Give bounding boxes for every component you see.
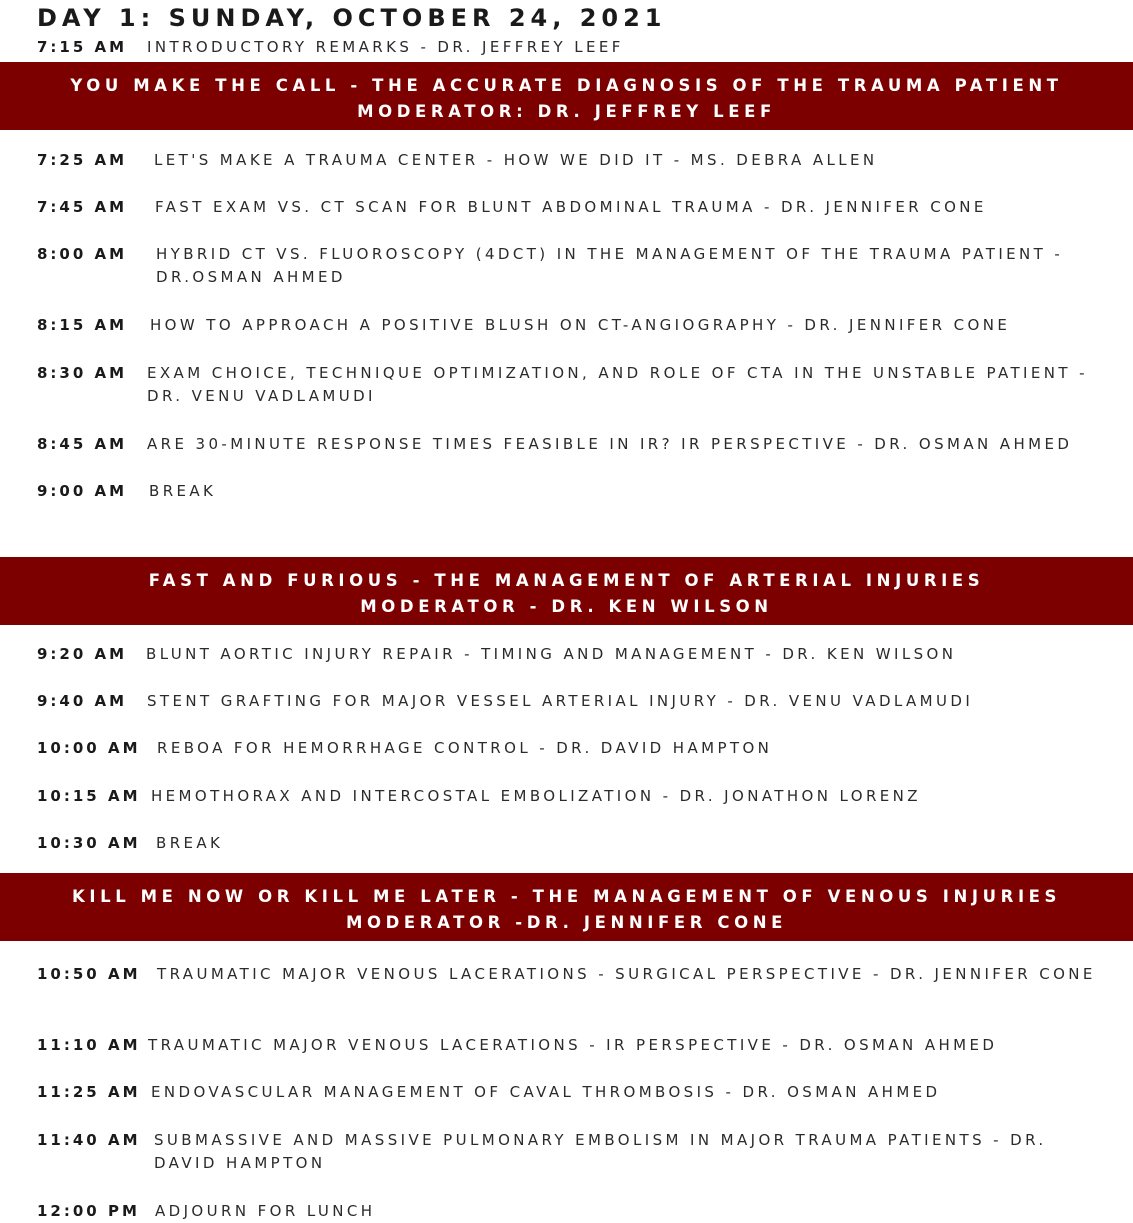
session-2-title: FAST AND FURIOUS - THE MANAGEMENT OF ARTERIAL INJURIES — [148, 571, 985, 590]
agenda-time: 10:00 AM — [37, 739, 141, 757]
agenda-time: 9:00 AM — [37, 482, 128, 500]
agenda-title: TRAUMATIC MAJOR VENOUS LACERATIONS - IR PERSPECTIVE - DR. OSMAN AHMED — [148, 1036, 998, 1054]
agenda-row — [37, 832, 1113, 855]
agenda-row — [37, 1200, 1113, 1223]
agenda-row — [37, 963, 1113, 986]
agenda-row — [37, 1081, 1113, 1104]
agenda-title: EXAM CHOICE, TECHNIQUE OPTIMIZATION, AND ROLE OF CTA IN THE UNSTABLE PATIENT - DR. VENU VADLAMUDI — [147, 364, 1088, 405]
agenda-time: 8:45 AM — [37, 435, 128, 453]
agenda-row — [37, 196, 1113, 219]
agenda-title: BREAK — [149, 482, 217, 500]
agenda-row — [37, 737, 1113, 760]
agenda-time: 8:00 AM — [37, 245, 128, 263]
agenda-time: 9:20 AM — [37, 645, 128, 663]
agenda-time: 9:40 AM — [37, 692, 128, 710]
agenda-row — [37, 480, 1113, 503]
agenda-row — [37, 1034, 1113, 1057]
agenda-title: TRAUMATIC MAJOR VENOUS LACERATIONS - SURGICAL PERSPECTIVE - DR. JENNIFER CONE — [157, 965, 1096, 983]
intro-time: 7:15 AM — [37, 38, 128, 56]
session-1-banner — [0, 62, 1133, 130]
agenda-row — [37, 314, 1113, 337]
agenda-row — [37, 643, 1113, 666]
agenda-time: 11:10 AM — [37, 1036, 141, 1054]
agenda-time: 7:45 AM — [37, 198, 128, 216]
agenda-row — [37, 362, 1113, 408]
agenda-time: 8:30 AM — [37, 364, 128, 382]
agenda-title: HEMOTHORAX AND INTERCOSTAL EMBOLIZATION - DR. JONATHON LORENZ — [151, 787, 921, 805]
agenda-row — [37, 433, 1113, 456]
agenda-time: 8:15 AM — [37, 316, 128, 334]
agenda-title: BLUNT AORTIC INJURY REPAIR - TIMING AND MANAGEMENT - DR. KEN WILSON — [146, 645, 957, 663]
agenda-title: HOW TO APPROACH A POSITIVE BLUSH ON CT-ANGIOGRAPHY - DR. JENNIFER CONE — [150, 316, 1011, 334]
intro-title: INTRODUCTORY REMARKS - DR. JEFFREY LEEF — [147, 38, 624, 56]
agenda-title: BREAK — [156, 834, 224, 852]
agenda-title: HYBRID CT VS. FLUOROSCOPY (4DCT) IN THE MANAGEMENT OF THE TRAUMA PATIENT - DR.OSMAN AHMED — [156, 245, 1064, 286]
agenda-row — [37, 785, 1113, 808]
agenda-time: 7:25 AM — [37, 151, 128, 169]
agenda-row — [37, 149, 1113, 172]
agenda-time: 11:40 AM — [37, 1131, 141, 1149]
session-3-title: KILL ME NOW OR KILL ME LATER - THE MANAGEMENT OF VENOUS INJURIES — [71, 887, 1062, 906]
session-1-title: YOU MAKE THE CALL - THE ACCURATE DIAGNOSIS OF THE TRAUMA PATIENT — [70, 76, 1063, 95]
agenda-title: REBOA FOR HEMORRHAGE CONTROL - DR. DAVID HAMPTON — [157, 739, 773, 757]
session-2-banner — [0, 557, 1133, 625]
agenda-title: ENDOVASCULAR MANAGEMENT OF CAVAL THROMBOSIS - DR. OSMAN AHMED — [151, 1083, 941, 1101]
agenda-time: 10:50 AM — [37, 965, 141, 983]
session-3-banner — [0, 873, 1133, 941]
agenda-time: 10:15 AM — [37, 787, 141, 805]
session-2-moderator: MODERATOR - DR. KEN WILSON — [360, 597, 773, 616]
agenda-title: LET'S MAKE A TRAUMA CENTER - HOW WE DID IT - MS. DEBRA ALLEN — [154, 151, 878, 169]
agenda-title: SUBMASSIVE AND MASSIVE PULMONARY EMBOLISM IN MAJOR TRAUMA PATIENTS - DR. DAVID HAMPTON — [154, 1131, 1047, 1172]
agenda-row — [37, 690, 1113, 713]
agenda-title: ADJOURN FOR LUNCH — [155, 1202, 376, 1220]
agenda-title: STENT GRAFTING FOR MAJOR VESSEL ARTERIAL INJURY - DR. VENU VADLAMUDI — [147, 692, 974, 710]
agenda-row — [37, 1129, 1113, 1175]
agenda-time: 10:30 AM — [37, 834, 141, 852]
agenda-row — [37, 243, 1113, 289]
agenda-time: 12:00 PM — [37, 1202, 140, 1220]
intro-row — [37, 36, 1113, 59]
agenda-title: ARE 30-MINUTE RESPONSE TIMES FEASIBLE IN IR? IR PERSPECTIVE - DR. OSMAN AHMED — [147, 435, 1073, 453]
session-1-moderator: MODERATOR: DR. JEFFREY LEEF — [357, 102, 776, 121]
agenda-time: 11:25 AM — [37, 1083, 141, 1101]
session-3-moderator: MODERATOR -DR. JENNIFER CONE — [345, 913, 788, 932]
day-title: DAY 1: SUNDAY, OCTOBER 24, 2021 — [37, 4, 667, 32]
agenda-title: FAST EXAM VS. CT SCAN FOR BLUNT ABDOMINAL TRAUMA - DR. JENNIFER CONE — [155, 198, 987, 216]
